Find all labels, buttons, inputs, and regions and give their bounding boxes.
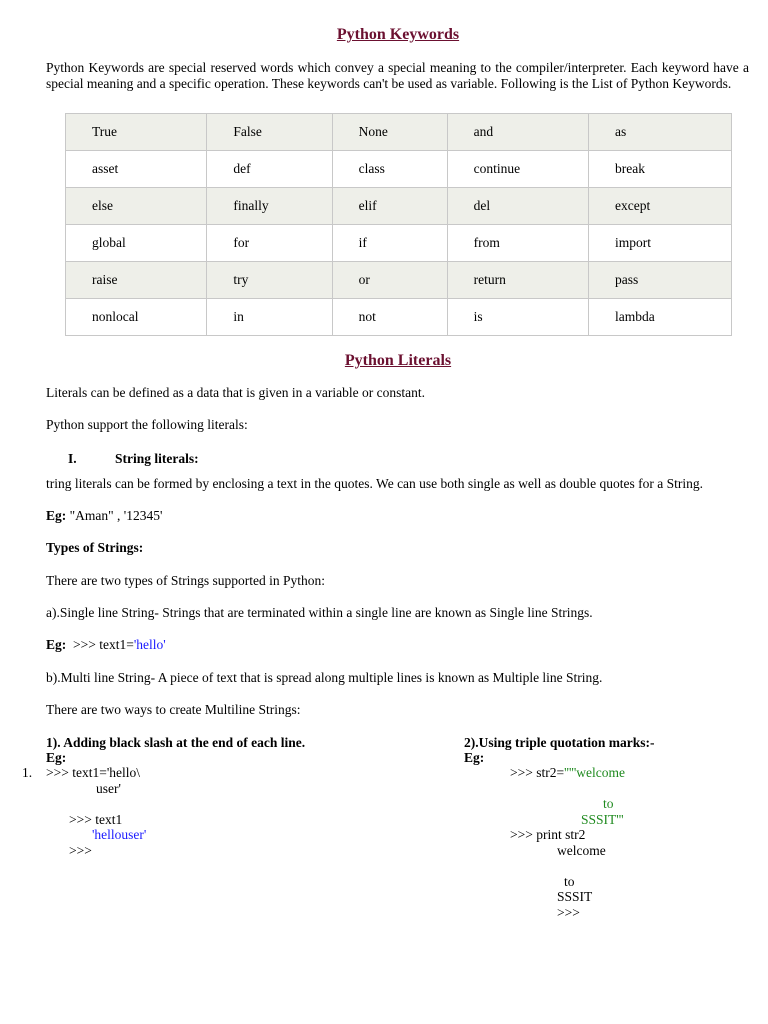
right-out3: SSSIT — [557, 889, 593, 904]
keyword-cell: elif — [332, 188, 447, 225]
keyword-cell: lambda — [589, 299, 732, 336]
literals-definition: Literals can be defined as a data that is given in a variable or constant. — [46, 385, 425, 400]
keyword-cell: from — [447, 225, 588, 262]
single-line-example — [46, 637, 166, 653]
keyword-cell: del — [447, 188, 588, 225]
keywords-heading: Python Keywords — [336, 26, 460, 43]
right-code-string3: SSSIT''' — [581, 812, 624, 827]
keywords-table — [65, 113, 732, 336]
string-example — [46, 508, 162, 524]
keyword-cell: pass — [589, 262, 732, 299]
keyword-cell: is — [447, 299, 588, 336]
right-eg-label: Eg: — [464, 750, 485, 765]
keyword-cell: except — [589, 188, 732, 225]
keyword-cell: asset — [66, 151, 207, 188]
item-title: String literals: — [115, 451, 199, 466]
keyword-cell: continue — [447, 151, 588, 188]
left-code-prompt: >>> — [69, 843, 92, 858]
keyword-cell: break — [589, 151, 732, 188]
keyword-cell: if — [332, 225, 447, 262]
single-eg-value: 'hello' — [133, 637, 166, 652]
literals-heading: Python Literals — [344, 352, 452, 369]
left-code-line2: user' — [96, 781, 121, 796]
keyword-cell: or — [332, 262, 447, 299]
types-heading: Types of Strings: — [46, 540, 144, 555]
keyword-cell: def — [207, 151, 332, 188]
table-row — [66, 225, 732, 262]
right-out2: to — [564, 874, 575, 889]
right-code-string2: to — [603, 796, 614, 811]
keyword-cell: try — [207, 262, 332, 299]
keyword-cell: return — [447, 262, 588, 299]
keyword-cell: True — [66, 114, 207, 151]
single-eg-label: Eg: — [46, 637, 67, 652]
left-eg-label: Eg: — [46, 750, 67, 765]
table-row — [66, 114, 732, 151]
right-code-string1: '''''welcome — [564, 765, 625, 780]
keyword-cell: False — [207, 114, 332, 151]
table-row — [66, 299, 732, 336]
left-heading: 1). Adding black slash at the end of each line. — [46, 735, 306, 750]
left-code-line3: >>> text1 — [69, 812, 123, 827]
right-code-print: >>> print str2 — [510, 827, 586, 842]
keyword-cell: nonlocal — [66, 299, 207, 336]
right-heading: 2).Using triple quotation marks:- — [464, 735, 655, 750]
table-row — [66, 262, 732, 299]
left-code-output: 'hellouser' — [92, 827, 147, 842]
literals-support: Python support the following literals: — [46, 417, 248, 432]
keyword-cell: global — [66, 225, 207, 262]
right-out1: welcome — [557, 843, 606, 858]
ways-intro: There are two ways to create Multiline Strings: — [46, 702, 301, 717]
keyword-cell: None — [332, 114, 447, 151]
keyword-cell: else — [66, 188, 207, 225]
keyword-cell: and — [447, 114, 588, 151]
types-intro: There are two types of Strings supported in Python: — [46, 573, 325, 588]
table-row — [66, 151, 732, 188]
table-row — [66, 188, 732, 225]
right-code-line1 — [510, 765, 625, 781]
keyword-cell: raise — [66, 262, 207, 299]
list-number: 1. — [22, 765, 33, 780]
multi-line-desc: b).Multi line String- A piece of text that is spread along multiple lines is known as Multiple line String. — [46, 670, 603, 685]
keyword-cell: in — [207, 299, 332, 336]
string-description: tring literals can be formed by enclosing a text in the quotes. We can use both single as well as double quotes for a String. — [46, 476, 704, 491]
keyword-cell: import — [589, 225, 732, 262]
eg-label: Eg: — [46, 508, 67, 523]
item-number: I. — [68, 451, 77, 466]
keyword-cell: as — [589, 114, 732, 151]
keyword-cell: for — [207, 225, 332, 262]
right-code-prefix: >>> str2= — [510, 765, 565, 780]
keyword-cell: finally — [207, 188, 332, 225]
keywords-intro: Python Keywords are special reserved words which convey a special meaning to the compiler/interpreter. Each keyword have a special meaning and a specific operation. These keywords can't be used as variable. Following is the List of Python Keywords. — [46, 60, 749, 91]
keyword-cell: not — [332, 299, 447, 336]
single-line-desc: a).Single line String- Strings that are terminated within a single line are known as Single line Strings. — [46, 605, 593, 620]
right-prompt: >>> — [557, 905, 580, 920]
single-eg-prefix: >>> text1= — [73, 637, 134, 652]
left-code-line1: >>> text1='hello\ — [46, 765, 140, 780]
keyword-cell: class — [332, 151, 447, 188]
eg-value: "Aman" , '12345' — [66, 508, 163, 523]
